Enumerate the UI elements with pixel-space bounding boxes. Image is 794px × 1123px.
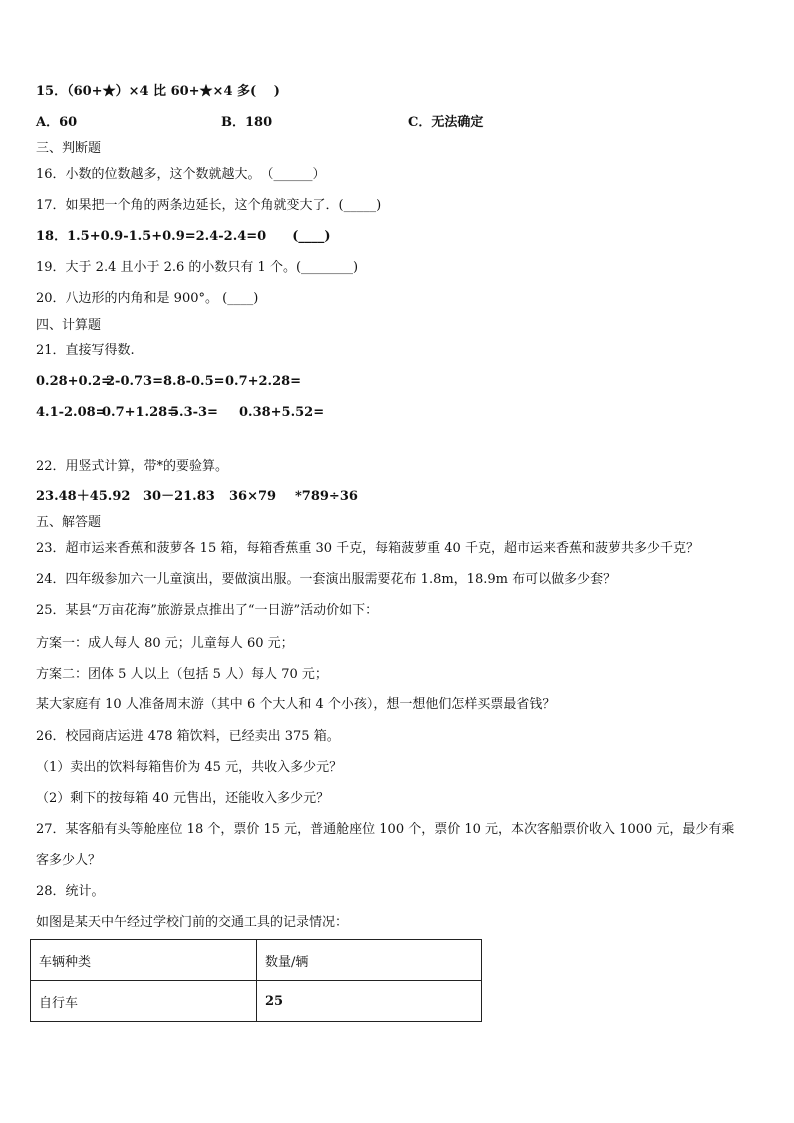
question-23: 23．超市运来香蕉和菠萝各 15 箱，每箱香蕉重 30 千克，每箱菠萝重 40 千克，超市运来香蕉和菠萝共多少千克？ [36, 541, 699, 556]
question-15-text: （60+★）×4 比 60+★×4 多( ) [67, 84, 280, 99]
calc-item: 8.8-0.5= [163, 374, 225, 389]
question-28-description: 如图是某天中午经过学校门前的交通工具的记录情况： [36, 915, 349, 930]
table-header-quantity: 数量/辆 [257, 940, 482, 981]
question-19: 19．大于 2.4 且小于 2.6 的小数只有 1 个。(________) [36, 260, 359, 275]
question-25-plan-1: 方案一：成人每人 80 元；儿童每人 60 元； [36, 636, 294, 651]
question-25-plan-2: 方案二：团体 5 人以上（包括 5 人）每人 70 元； [36, 667, 328, 682]
question-15 [36, 84, 280, 100]
vertical-calc-item: *789÷36 [295, 489, 358, 504]
table-header-row [31, 940, 482, 981]
vertical-calc-item: 36×79 [229, 489, 277, 504]
calc-item: 4.1-2.08= [36, 405, 107, 420]
table-cell-quantity: 25 [257, 981, 482, 1022]
question-26-sub-1: （1）卖出的饮料每箱售价为 45 元，共收入多少元？ [36, 760, 343, 775]
vertical-calc-item: 23.48＋45.92 [36, 489, 131, 504]
question-16: 16．小数的位数越多，这个数就越大。 （______） [36, 167, 326, 182]
section-heading-calculation: 四、计算题 [36, 318, 102, 333]
question-21-prompt: 21．直接写得数. [36, 343, 135, 358]
question-26-sub-2: （2）剩下的按每箱 40 元售出，还能收入多少元？ [36, 791, 330, 806]
section-heading-word-problems: 五、解答题 [36, 515, 102, 530]
question-26-prompt: 26．校园商店运进 478 箱饮料，已经卖出 375 箱。 [36, 729, 340, 744]
table-row [31, 981, 482, 1022]
calc-item: 0.7+2.28= [225, 374, 302, 389]
question-25-prompt: 25．某县“万亩花海”旅游景点推出了“一日游”活动价如下： [36, 603, 379, 618]
question-18: 18．1.5+0.9-1.5+0.9=2.4-2.4=0 (____) [36, 229, 331, 244]
question-17: 17．如果把一个角的两条边延长，这个角就变大了．(_____) [36, 198, 382, 213]
vehicle-record-table [30, 939, 482, 1022]
table-cell-vehicle-type: 自行车 [31, 981, 257, 1022]
section-heading-judgement: 三、判断题 [36, 141, 102, 156]
question-27-line-1: 27．某客船有头等舱座位 18 个，票价 15 元，普通舱座位 100 个，票价 10 元，本次客船票价收入 1000 元，最少有乘 [36, 822, 735, 837]
question-15-option-c[interactable]: C．无法确定 [408, 115, 484, 130]
question-28-prompt: 28．统计。 [36, 884, 105, 899]
calc-item: 0.38+5.52= [239, 405, 325, 420]
vertical-calc-item: 30－21.83 [143, 489, 215, 504]
question-27-line-2: 客多少人？ [36, 853, 102, 868]
table-header-vehicle-type: 车辆种类 [31, 940, 257, 981]
question-15-number: 15． [36, 84, 68, 99]
question-22-prompt: 22．用竖式计算，带*的要验算。 [36, 459, 229, 474]
question-20: 20．八边形的内角和是 900°。 (____) [36, 291, 259, 306]
calc-item: 5.3-3= [170, 405, 218, 420]
question-15-option-a[interactable]: A．60 [36, 115, 78, 130]
calc-item: 2-0.73= [106, 374, 163, 389]
question-25-question: 某大家庭有 10 人准备周末游（其中 6 个大人和 4 个小孩），想一想他们怎样买票最省钱？ [36, 697, 556, 712]
question-24: 24．四年级参加六一儿童演出，要做演出服。一套演出服需要花布 1.8m，18.9m 布可以做多少套？ [36, 572, 617, 587]
calc-item: 0.7+1.28= [102, 405, 179, 420]
question-15-option-b[interactable]: B．180 [221, 115, 273, 130]
calc-item: 0.28+0.2= [36, 374, 113, 389]
